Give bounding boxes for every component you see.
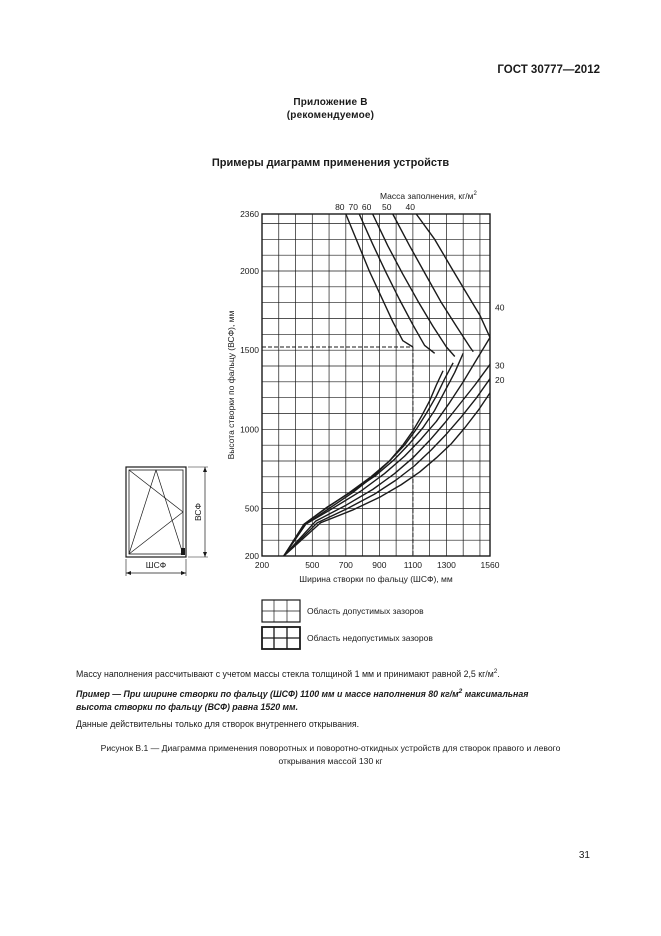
tilt-line-2 <box>129 512 183 554</box>
figure-caption-line2: открывания массой 130 кг <box>278 756 383 766</box>
x-tick-label: 1300 <box>436 560 456 570</box>
y-tick-label: 1500 <box>240 345 259 356</box>
y-axis-label: Высота створки по фальцу (ВСФ), мм <box>226 310 236 460</box>
window-sketch <box>126 467 208 576</box>
y-tick-label: 200 <box>244 551 259 561</box>
right-mass-label: 40 <box>495 302 505 313</box>
series-curves <box>284 214 490 556</box>
legend <box>262 600 433 649</box>
x-tick-label: 900 <box>372 560 387 570</box>
annex-title: Приложение В <box>293 97 368 108</box>
y-tick-labels <box>240 209 259 561</box>
top-mass-label: 60 <box>361 202 372 212</box>
y-tick-label: 2360 <box>240 209 259 219</box>
figure-caption-line1: Рисунок В.1 — Диаграмма применения поворотных и поворотно-откидных устройств для створок правого и левого <box>100 743 561 753</box>
height-label: ВСФ <box>193 503 203 521</box>
top-mass-label: 40 <box>405 202 415 212</box>
series-curve-60 <box>373 214 455 357</box>
window-outer-frame <box>126 467 186 557</box>
top-mass-label: 50 <box>382 202 392 212</box>
top-mass-labels <box>335 202 415 212</box>
legend-allowed <box>262 600 424 622</box>
turn-line-1 <box>129 470 156 554</box>
legend-allowed-label: Область допустимых зазоров <box>307 606 424 616</box>
x-tick-label: 200 <box>254 560 270 570</box>
series-curve-boundary-50 <box>284 338 490 557</box>
legend-forbidden <box>262 627 433 649</box>
example-note: Пример — При ширине створки по фальцу (ШСФ) 1100 мм и массе наполнения 80 $кг/м^2$ максимальная <box>76 688 529 699</box>
x-tick-label: 500 <box>305 560 320 570</box>
y-tick-label: 2000 <box>240 266 259 276</box>
standard-number: ГОСТ 30777—2012 <box>497 64 600 76</box>
x-tick-label: 1100 <box>403 560 423 570</box>
tilt-line-1 <box>129 470 183 512</box>
chart-grid <box>262 214 490 556</box>
right-mass-label: 30 <box>495 360 505 371</box>
top-mass-label: 70 <box>348 202 358 212</box>
top-mass-label: 80 <box>335 202 345 212</box>
turn-line-2 <box>156 470 183 554</box>
example-note-line2: высота створки по фальцу (ВСФ) равна 1520 мм. <box>76 702 299 712</box>
annex-subtitle: (рекомендуемое) <box>286 110 375 121</box>
x-tick-label: 700 <box>338 560 353 570</box>
legend-forbidden-label: Область недопустимых зазоров <box>307 633 433 643</box>
series-curve-boundary-80 <box>284 371 443 556</box>
series-curve-40 <box>416 214 490 338</box>
window-sash <box>129 470 183 554</box>
validity-note: Данные действительны только для створок внутреннего открывания. <box>76 719 360 729</box>
handle-icon <box>181 548 185 555</box>
width-label: ШСФ <box>145 560 167 570</box>
plot-frame <box>262 214 490 556</box>
right-mass-labels <box>495 302 505 385</box>
x-tick-labels <box>255 560 500 570</box>
x-tick-label: 1560 <box>480 560 500 570</box>
right-mass-label: 20 <box>495 374 505 385</box>
mass-axis-label: Масса заполнения, $кг/м^2$ <box>380 191 477 201</box>
page-number: 31 <box>578 850 590 861</box>
series-curve-boundary-70 <box>284 363 453 556</box>
section-title: Примеры диаграмм применения устройств <box>211 157 450 169</box>
y-tick-label: 500 <box>244 503 259 514</box>
series-curve-20 <box>284 393 490 556</box>
mass-note: Массу наполнения рассчитывают с учетом массы стекла толщиной 1 мм и принимают равной 2,5 $кг/м^2$. <box>76 668 500 679</box>
series-curve-70 <box>359 214 434 353</box>
y-tick-label: 1000 <box>240 424 259 435</box>
x-axis-label: Ширина створки по фальцу (ШСФ), мм <box>299 574 453 584</box>
